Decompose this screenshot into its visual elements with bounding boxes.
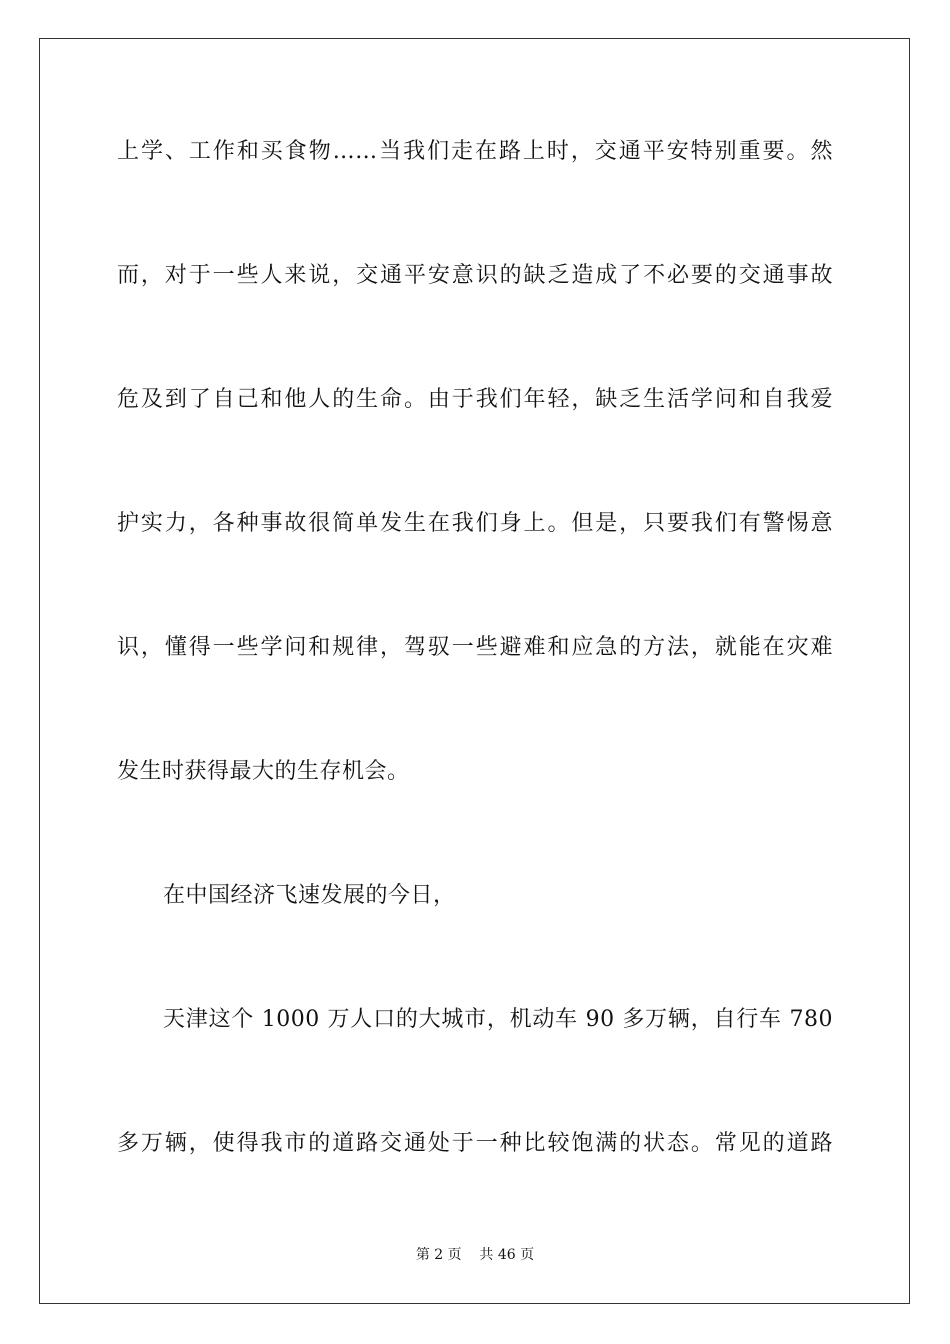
text-line-6: 发生时获得最大的生存机会。 (117, 759, 410, 784)
page-frame (39, 38, 910, 1304)
page-number-footer: 第 2 页 共 46 页 (415, 1247, 535, 1263)
text-line-4: 护实力，各种事故很简单发生在我们身上。但是，只要我们有警惕意 (117, 511, 833, 536)
text-line-9: 多万辆，使得我市的道路交通处于一种比较饱满的状态。常见的道路 (117, 1131, 833, 1156)
text-line-3: 危及到了自己和他人的生命。由于我们年轻，缺乏生活学问和自我爱 (117, 387, 833, 412)
text-line-7: 在中国经济飞速发展的今日， (163, 883, 456, 908)
text-line-2: 而，对于一些人来说，交通平安意识的缺乏造成了不必要的交通事故 (117, 263, 833, 288)
text-line-8: 天津这个 1000 万人口的大城市，机动车 90 多万辆，自行车 780 (163, 1007, 833, 1032)
text-line-5: 识，懂得一些学问和规律，驾驭一些避难和应急的方法，就能在灾难 (117, 635, 833, 660)
text-line-1: 上学、工作和买食物……当我们走在路上时，交通平安特别重要。然 (117, 139, 833, 164)
